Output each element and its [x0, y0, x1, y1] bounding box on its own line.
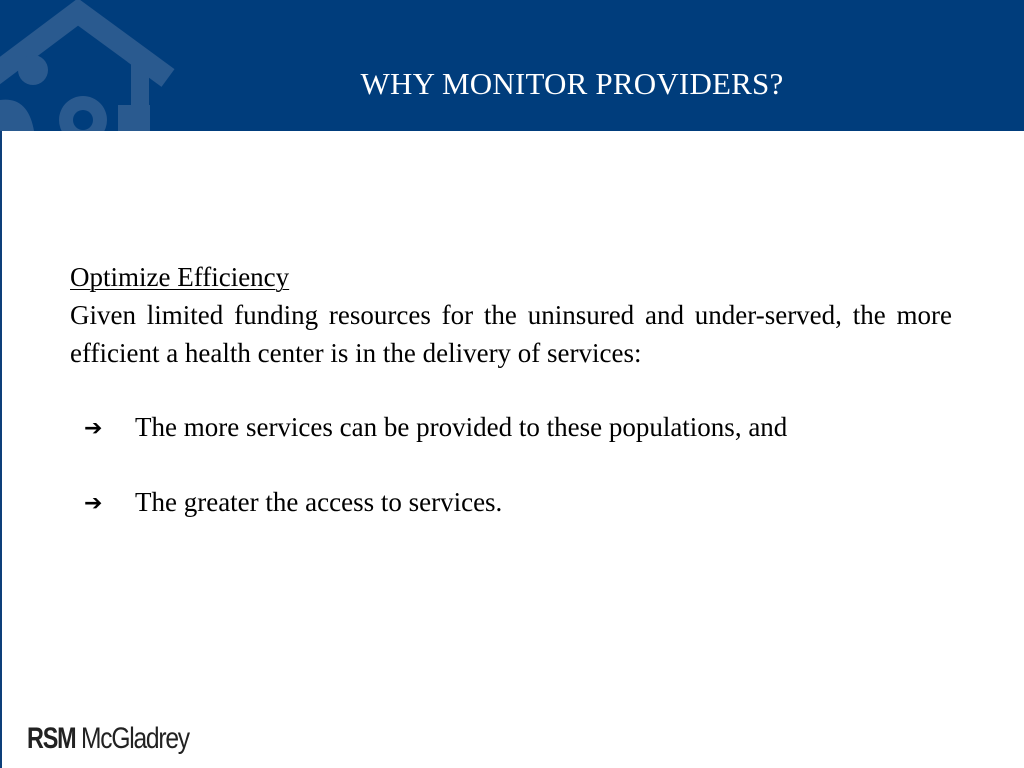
footer-brand-logo: [27, 722, 213, 762]
bullet-list: [70, 408, 952, 521]
bullet-item: [70, 483, 952, 521]
section-heading: Optimize Efficiency: [70, 262, 290, 292]
body-paragraph: Given limited funding resources for the uninsured and under-served, the more efficient a health center is in the delivery of services:: [70, 300, 952, 368]
bullet-item: [70, 408, 952, 446]
right-arrow-icon: ➔: [84, 416, 103, 441]
bullet-text: The more services can be provided to these populations, and: [135, 412, 788, 442]
brand-mcgladrey: McGladrey: [81, 722, 189, 755]
brand-rsm: RSM: [27, 722, 76, 755]
header-bar: [0, 0, 1024, 131]
right-arrow-icon: ➔: [84, 491, 103, 516]
slide-content: [70, 258, 952, 558]
slide-title: WHY MONITOR PROVIDERS?: [360, 66, 784, 101]
bullet-text: The greater the access to services.: [135, 487, 503, 517]
